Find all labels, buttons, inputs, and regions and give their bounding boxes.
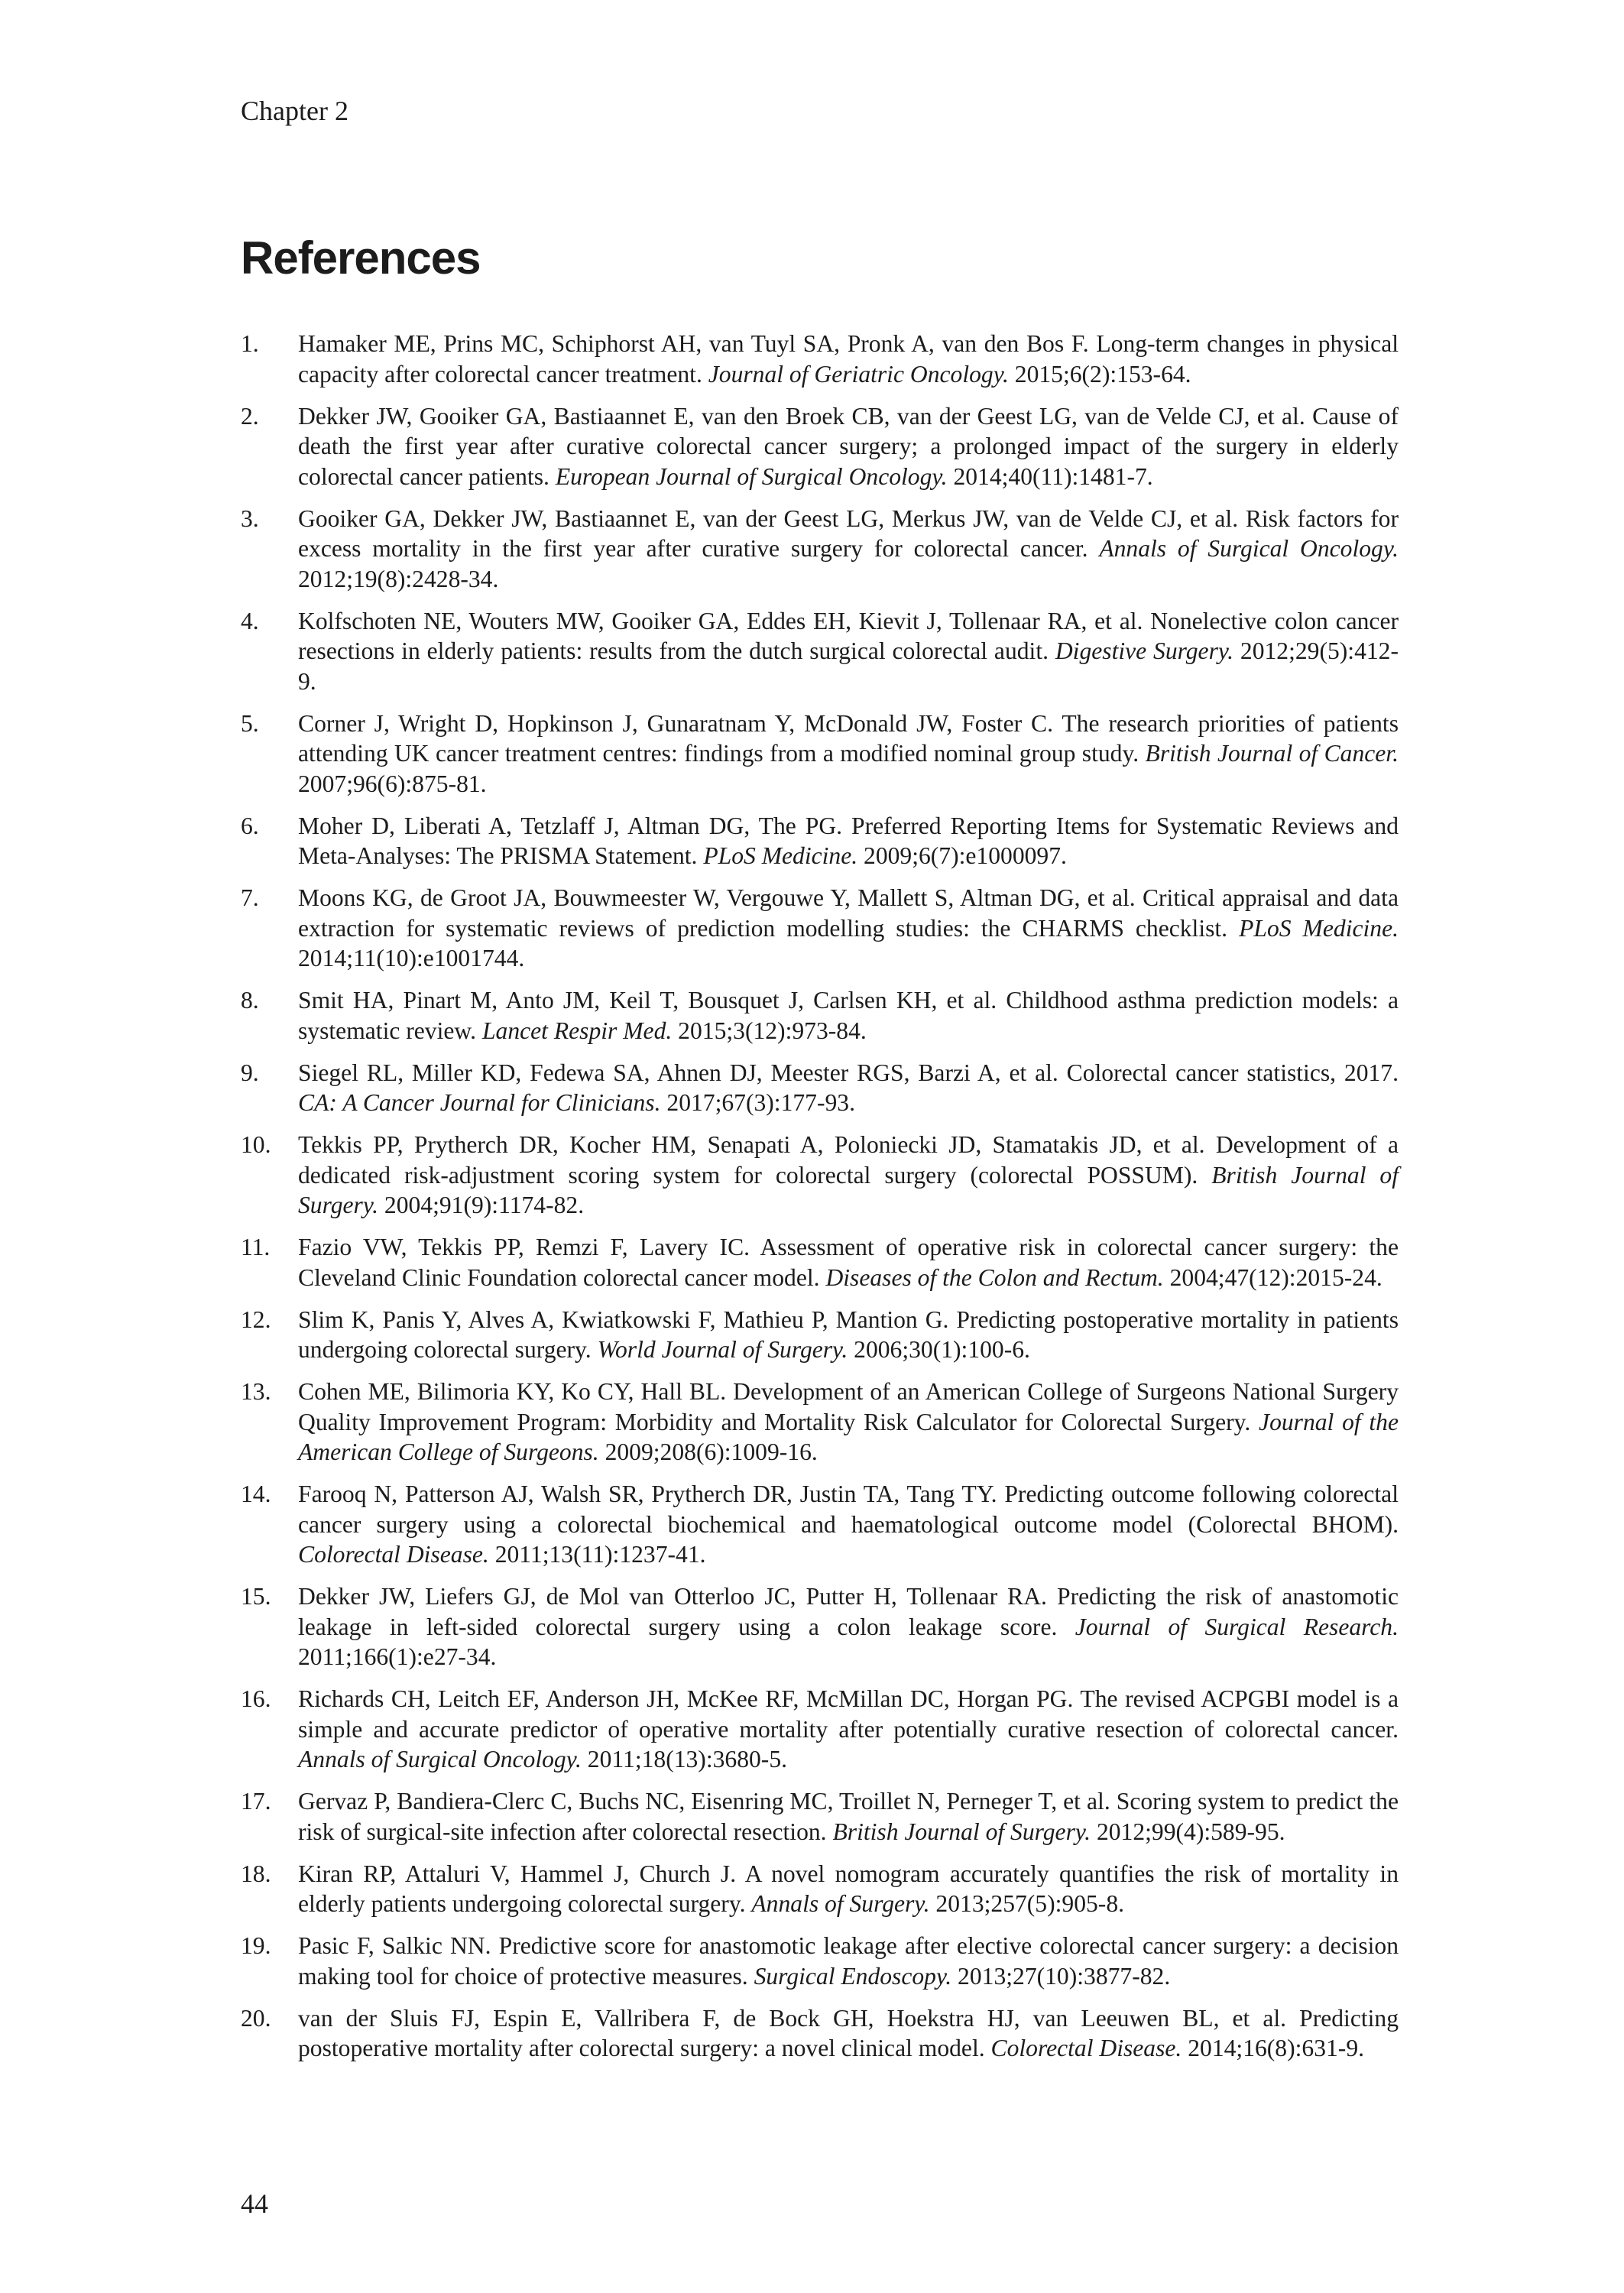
reference-journal: British Journal of Surgery. bbox=[298, 1161, 1399, 1218]
reference-authors-title: Siegel RL, Miller KD, Fedewa SA, Ahnen DJ, Meester RGS, Barzi A, et al. Colorectal cancer statistics, 2017. bbox=[298, 1059, 1399, 1086]
reference-item bbox=[241, 883, 1399, 974]
reference-authors-title: Farooq N, Patterson AJ, Walsh SR, Prytherch DR, Justin TA, Tang TY. Predicting outcome following colorectal cancer surgery using a colorectal biochemical and haematological outcome model (Colorectal BHOM). bbox=[298, 1481, 1399, 1538]
reference-list bbox=[241, 329, 1399, 2075]
reference-number: 15. bbox=[241, 1583, 271, 1610]
reference-authors-title: Kolfschoten NE, Wouters MW, Gooiker GA, Eddes EH, Kievit J, Tollenaar RA, et al. Nonelective colon cancer resections in elderly patients: results from the dutch surgical colorectal audit. bbox=[298, 607, 1399, 664]
reference-item bbox=[241, 985, 1399, 1046]
reference-journal: Journal of the American College of Surgeons. bbox=[298, 1408, 1399, 1465]
reference-journal: Annals of Surgery. bbox=[751, 1890, 930, 1917]
reference-number: 2. bbox=[241, 402, 259, 430]
reference-journal: Journal of Surgical Research. bbox=[1075, 1613, 1399, 1640]
reference-volume-pages: 2011;13(11):1237-41. bbox=[488, 1541, 706, 1568]
reference-number: 10. bbox=[241, 1131, 271, 1158]
reference-item bbox=[241, 1581, 1399, 1672]
reference-volume-pages: 2004;91(9):1174-82. bbox=[378, 1192, 585, 1218]
reference-journal: Lancet Respir Med. bbox=[481, 1017, 673, 1044]
reference-number: 1. bbox=[241, 330, 259, 357]
reference-number: 4. bbox=[241, 607, 259, 634]
reference-item bbox=[241, 1859, 1399, 1919]
reference-volume-pages: 2012;99(4):589-95. bbox=[1091, 1818, 1285, 1845]
reference-authors-title: Dekker JW, Liefers GJ, de Mol van Otterloo JC, Putter H, Tollenaar RA. Predicting the risk of anastomotic leakage in left-sided colorectal surgery using a colon leakage score. bbox=[298, 1583, 1399, 1640]
reference-authors-title: Tekkis PP, Prytherch DR, Kocher HM, Senapati A, Poloniecki JD, Stamatakis JD, et al. Development of a dedicated risk-adjustment scoring system for colorectal surgery (colorectal POSSUM). bbox=[298, 1131, 1399, 1189]
reference-authors-title: Cohen ME, Bilimoria KY, Ko CY, Hall BL. Development of an American College of Surgeons National Surgery Quality Improvement Program: Morbidity and Mortality Risk Calculator for Colorectal Surgery. bbox=[298, 1378, 1399, 1435]
reference-number: 20. bbox=[241, 2004, 271, 2032]
reference-volume-pages: 2015;6(2):153-64. bbox=[1008, 360, 1191, 388]
reference-authors-title: Gooiker GA, Dekker JW, Bastiaannet E, van der Geest LG, Merkus JW, van de Velde CJ, et al. Risk factors for excess mortality in the first year after curative surgery for colorectal cancer. bbox=[298, 504, 1399, 562]
reference-authors-title: Corner J, Wright D, Hopkinson J, Gunaratnam Y, McDonald JW, Foster C. The research priorities of patients attending UK cancer treatment centres: findings from a modified nominal group study. bbox=[298, 709, 1399, 767]
reference-volume-pages: 2013;257(5):905-8. bbox=[929, 1890, 1125, 1917]
reference-number: 5. bbox=[241, 709, 259, 737]
reference-journal: Journal of Geriatric Oncology. bbox=[708, 360, 1009, 388]
reference-volume-pages: 2011;166(1):e27-34. bbox=[298, 1643, 497, 1670]
reference-number: 16. bbox=[241, 1685, 271, 1712]
reference-number: 14. bbox=[241, 1481, 271, 1507]
reference-authors-title: Moons KG, de Groot JA, Bouwmeester W, Vergouwe Y, Mallett S, Altman DG, et al. Critical appraisal and data extraction for systematic reviews of prediction modelling studies: the CHARMS checklist. bbox=[298, 884, 1399, 942]
reference-item bbox=[241, 1377, 1399, 1468]
reference-volume-pages: 2009;6(7):e1000097. bbox=[857, 842, 1067, 869]
reference-journal: Digestive Surgery. bbox=[1055, 637, 1234, 664]
reference-volume-pages: 2017;67(3):177-93. bbox=[660, 1089, 855, 1116]
reference-volume-pages: 2014;40(11):1481-7. bbox=[947, 462, 1153, 490]
reference-authors-title: van der Sluis FJ, Espin E, Vallribera F, de Bock GH, Hoekstra HJ, van Leeuwen BL, et al. Predicting postoperative mortality after colorectal surgery: a novel clinical model. bbox=[298, 2004, 1399, 2061]
reference-number: 13. bbox=[241, 1378, 271, 1405]
section-title: References bbox=[241, 232, 481, 284]
reference-journal: Colorectal Disease. bbox=[298, 1541, 489, 1568]
reference-authors-title: Smit HA, Pinart M, Anto JM, Keil T, Bousquet J, Carlsen KH, et al. Childhood asthma prediction models: a systematic review. bbox=[298, 987, 1399, 1044]
reference-journal: PLoS Medicine. bbox=[1239, 914, 1399, 942]
reference-item bbox=[241, 329, 1399, 389]
reference-item bbox=[241, 1305, 1399, 1365]
reference-journal: World Journal of Surgery. bbox=[597, 1336, 848, 1363]
reference-authors-title: Pasic F, Salkic NN. Predictive score for anastomotic leakage after elective colorectal cancer surgery: a decision making tool for choice of protective measures. bbox=[298, 1932, 1399, 1990]
page-number: 44 bbox=[241, 2188, 268, 2219]
reference-item bbox=[241, 1931, 1399, 1991]
reference-authors-title: Moher D, Liberati A, Tetzlaff J, Altman DG, The PG. Preferred Reporting Items for Systematic Reviews and Meta-Analyses: The PRISMA Statement. bbox=[298, 812, 1399, 869]
reference-journal: British Journal of Surgery. bbox=[832, 1818, 1091, 1845]
reference-number: 18. bbox=[241, 1860, 271, 1887]
reference-journal: Surgical Endoscopy. bbox=[754, 1962, 952, 1990]
reference-journal: Annals of Surgical Oncology. bbox=[1099, 535, 1399, 562]
reference-authors-title: Slim K, Panis Y, Alves A, Kwiatkowski F, Mathieu P, Mantion G. Predicting postoperative mortality in patients undergoing colorectal surgery. bbox=[298, 1305, 1399, 1363]
reference-journal: Colorectal Disease. bbox=[990, 2035, 1182, 2061]
reference-journal: Diseases of the Colon and Rectum. bbox=[825, 1263, 1164, 1291]
reference-volume-pages: 2012;19(8):2428-34. bbox=[298, 565, 499, 592]
reference-volume-pages: 2012;29(5):412-9. bbox=[298, 637, 1399, 695]
reference-volume-pages: 2004;47(12):2015-24. bbox=[1163, 1263, 1383, 1291]
reference-item bbox=[241, 401, 1399, 492]
reference-number: 6. bbox=[241, 812, 259, 839]
reference-volume-pages: 2014;11(10):e1001744. bbox=[298, 945, 525, 971]
reference-item bbox=[241, 1684, 1399, 1775]
reference-item bbox=[241, 504, 1399, 595]
reference-item bbox=[241, 606, 1399, 697]
reference-journal: European Journal of Surgical Oncology. bbox=[555, 462, 948, 490]
running-head: Chapter 2 bbox=[241, 96, 348, 126]
reference-number: 8. bbox=[241, 987, 259, 1014]
reference-number: 9. bbox=[241, 1059, 259, 1086]
reference-authors-title: Richards CH, Leitch EF, Anderson JH, McKee RF, McMillan DC, Horgan PG. The revised ACPGBI model is a simple and accurate predictor of operative mortality after potentially curative resection of colorectal cancer. bbox=[298, 1685, 1399, 1743]
reference-authors-title: Dekker JW, Gooiker GA, Bastiaannet E, van den Broek CB, van der Geest LG, van de Velde CJ, et al. Cause of death the first year after curative colorectal cancer surgery; a prolonged impact of the surgery in elderly colorectal cancer patients. bbox=[298, 402, 1399, 490]
reference-volume-pages: 2013;27(10):3877-82. bbox=[951, 1962, 1171, 1990]
reference-authors-title: Fazio VW, Tekkis PP, Remzi F, Lavery IC. Assessment of operative risk in colorectal cancer surgery: the Cleveland Clinic Foundation colorectal cancer model. bbox=[298, 1234, 1399, 1291]
reference-volume-pages: 2009;208(6):1009-16. bbox=[598, 1438, 818, 1465]
reference-authors-title: Kiran RP, Attaluri V, Hammel J, Church J. A novel nomogram accurately quantifies the risk of mortality in elderly patients undergoing colorectal surgery. bbox=[298, 1860, 1399, 1917]
reference-journal: CA: A Cancer Journal for Clinicians. bbox=[298, 1089, 661, 1116]
reference-item bbox=[241, 811, 1399, 871]
reference-item bbox=[241, 1058, 1399, 1118]
reference-item bbox=[241, 1232, 1399, 1292]
reference-number: 17. bbox=[241, 1788, 271, 1815]
reference-number: 7. bbox=[241, 884, 259, 911]
reference-item bbox=[241, 709, 1399, 799]
reference-authors-title: Hamaker ME, Prins MC, Schiphorst AH, van Tuyl SA, Pronk A, van den Bos F. Long-term changes in physical capacity after colorectal cancer treatment. bbox=[298, 330, 1399, 388]
reference-journal: British Journal of Cancer. bbox=[1145, 740, 1399, 767]
reference-number: 12. bbox=[241, 1305, 271, 1333]
reference-authors-title: Gervaz P, Bandiera-Clerc C, Buchs NC, Eisenring MC, Troillet N, Perneger T, et al. Scoring system to predict the risk of surgical-site infection after colorectal resection. bbox=[298, 1788, 1399, 1845]
reference-volume-pages: 2011;18(13):3680-5. bbox=[581, 1746, 788, 1772]
reference-volume-pages: 2006;30(1):100-6. bbox=[848, 1336, 1030, 1363]
reference-volume-pages: 2007;96(6):875-81. bbox=[298, 770, 487, 797]
reference-item bbox=[241, 1479, 1399, 1570]
reference-volume-pages: 2015;3(12):973-84. bbox=[672, 1017, 867, 1044]
reference-journal: PLoS Medicine. bbox=[703, 842, 858, 869]
reference-volume-pages: 2014;16(8):631-9. bbox=[1182, 2035, 1365, 2061]
reference-journal: Annals of Surgical Oncology. bbox=[298, 1746, 582, 1772]
reference-number: 11. bbox=[241, 1234, 271, 1260]
reference-item bbox=[241, 1786, 1399, 1847]
reference-number: 3. bbox=[241, 504, 259, 532]
reference-item bbox=[241, 1130, 1399, 1221]
reference-item bbox=[241, 2003, 1399, 2064]
reference-number: 19. bbox=[241, 1932, 271, 1959]
